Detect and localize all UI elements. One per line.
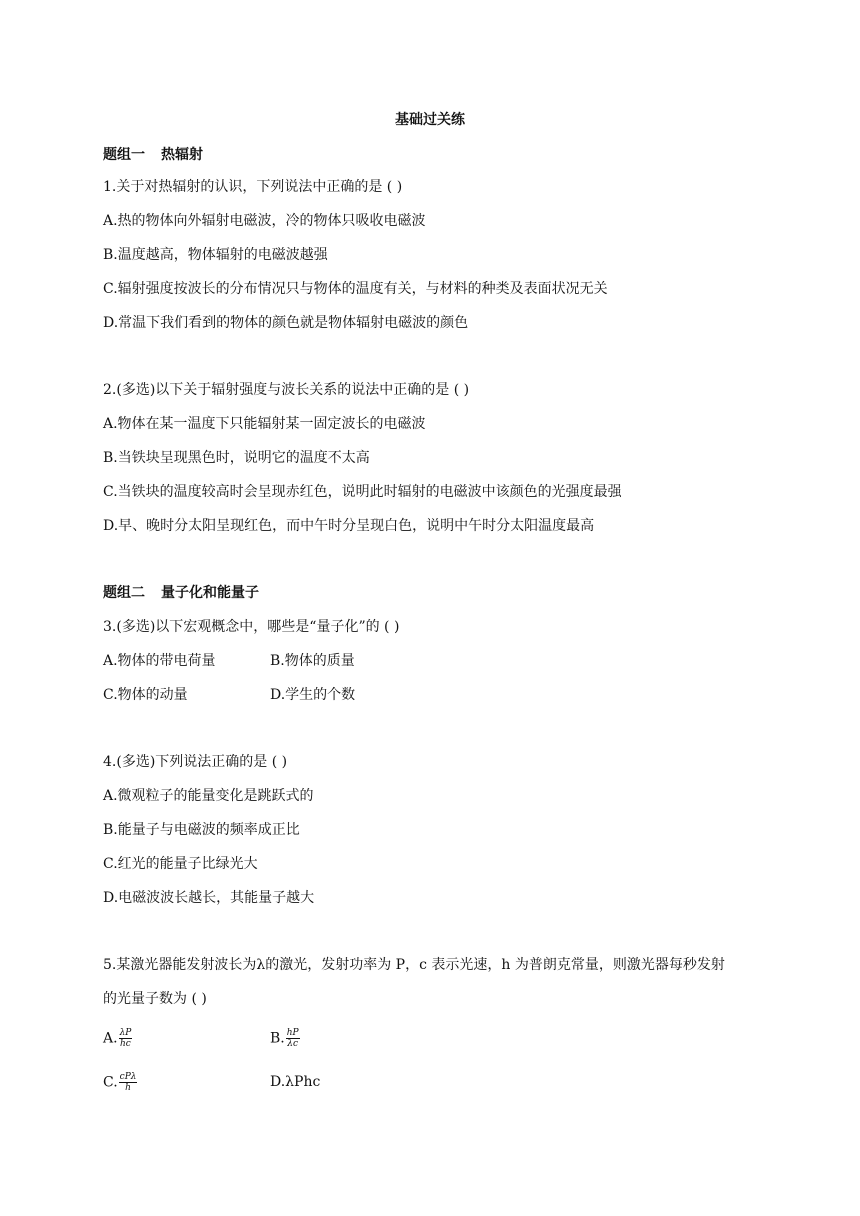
group-label: 题组一 bbox=[103, 147, 145, 163]
question-5-option-c bbox=[103, 1072, 137, 1093]
question-3-option-c: C.物体的动量 bbox=[103, 687, 188, 703]
question-3-option-a: A.物体的带电荷量 bbox=[103, 653, 216, 669]
question-4-option-a: A.微观粒子的能量变化是跳跃式的 bbox=[103, 788, 314, 804]
question-4-option-d: D.电磁波波长越长，其能量子越大 bbox=[103, 890, 315, 906]
fraction-numerator: cPλ bbox=[119, 1072, 137, 1082]
fraction-denominator: h bbox=[125, 1083, 131, 1093]
question-2-stem: 2.(多选)以下关于辐射强度与波长关系的说法中正确的是 ( ) bbox=[103, 382, 470, 398]
fraction-denominator: λc bbox=[287, 1039, 299, 1049]
question-1-option-b: B.温度越高，物体辐射的电磁波越强 bbox=[103, 247, 328, 263]
fraction-numerator: λP bbox=[119, 1028, 132, 1038]
group-label: 题组二 bbox=[103, 585, 145, 601]
question-3-option-b: B.物体的质量 bbox=[270, 653, 355, 669]
group-name: 量子化和能量子 bbox=[161, 585, 259, 601]
page-title: 基础过关练 bbox=[395, 112, 465, 128]
question-2-option-a: A.物体在某一温度下只能辐射某一固定波长的电磁波 bbox=[103, 416, 426, 432]
question-1-stem: 1.关于对热辐射的认识，下列说法中正确的是 ( ) bbox=[103, 179, 403, 195]
group-name: 热辐射 bbox=[161, 147, 203, 163]
group-heading-2 bbox=[103, 583, 259, 603]
question-3-stem: 3.(多选)以下宏观概念中，哪些是“量子化”的 ( ) bbox=[103, 619, 400, 635]
fraction-denominator: hc bbox=[120, 1039, 131, 1049]
option-prefix: A. bbox=[103, 1030, 118, 1047]
question-2-option-d: D.早、晚时分太阳呈现红色，而中午时分呈现白色，说明中午时分太阳温度最高 bbox=[103, 518, 595, 534]
question-1-option-d: D.常温下我们看到的物体的颜色就是物体辐射电磁波的颜色 bbox=[103, 315, 469, 331]
question-4-stem: 4.(多选)下列说法正确的是 ( ) bbox=[103, 754, 288, 770]
fraction bbox=[119, 1072, 138, 1093]
question-5-stem-line-2: 的光量子数为 ( ) bbox=[103, 991, 207, 1007]
question-1-option-a: A.热的物体向外辐射电磁波，冷的物体只吸收电磁波 bbox=[103, 213, 426, 229]
question-5-option-b bbox=[270, 1028, 300, 1049]
question-5-option-d: D.λPhc bbox=[270, 1074, 321, 1090]
group-heading-1 bbox=[103, 145, 203, 165]
question-4-option-c: C.红光的能量子比绿光大 bbox=[103, 856, 258, 872]
question-1-option-c: C.辐射强度按波长的分布情况只与物体的温度有关，与材料的种类及表面状况无关 bbox=[103, 281, 608, 297]
fraction bbox=[119, 1028, 133, 1049]
fraction bbox=[286, 1028, 300, 1049]
question-2-option-b: B.当铁块呈现黑色时，说明它的温度不太高 bbox=[103, 450, 370, 466]
question-5-stem-line-1: 5.某激光器能发射波长为λ的激光，发射功率为 P，c 表示光速，h 为普朗克常量，则激光器每秒发射 bbox=[103, 957, 725, 973]
question-5-option-a bbox=[103, 1028, 132, 1049]
question-2-option-c: C.当铁块的温度较高时会呈现赤红色，说明此时辐射的电磁波中该颜色的光强度最强 bbox=[103, 484, 622, 500]
option-prefix: C. bbox=[103, 1074, 118, 1091]
option-prefix: B. bbox=[270, 1030, 285, 1047]
question-4-option-b: B.能量子与电磁波的频率成正比 bbox=[103, 822, 300, 838]
fraction-numerator: hP bbox=[286, 1028, 299, 1038]
question-3-option-d: D.学生的个数 bbox=[270, 687, 356, 703]
